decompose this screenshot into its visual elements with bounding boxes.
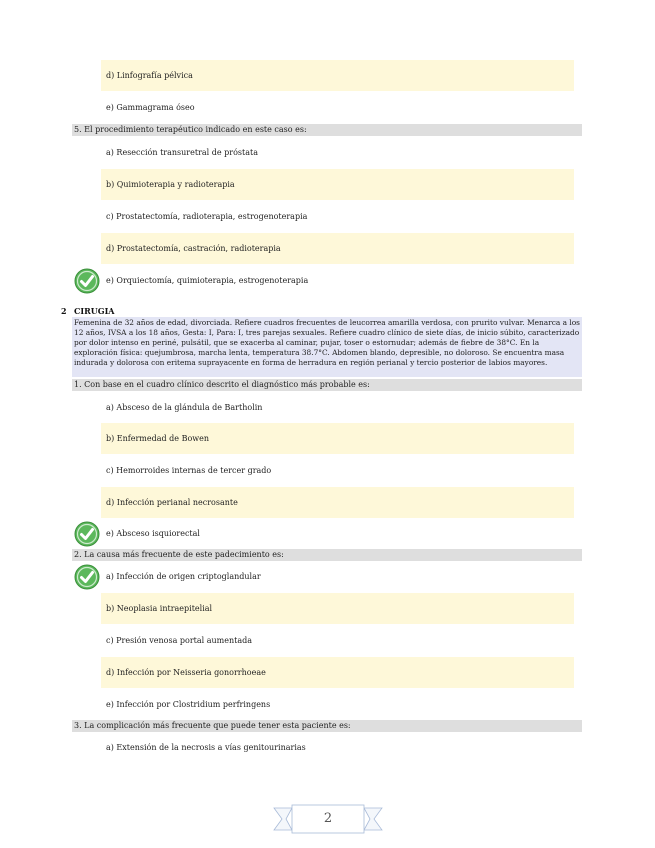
option-text: a) Absceso de la glándula de Bartholin (106, 403, 263, 412)
answer-box[interactable] (72, 92, 101, 123)
answer-box[interactable] (72, 423, 101, 454)
option-text: c) Prostatectomía, radioterapia, estrogenoterapia (106, 212, 308, 221)
option-text: e) Infección por Clostridium perfringens (106, 700, 271, 709)
option-text: a) Resección transuretral de próstata (106, 148, 258, 157)
q2-option-c[interactable] (72, 625, 574, 656)
clinical-case-text: Femenina de 32 años de edad, divorciada. Refiere cuadros frecuentes de leucorrea amarilla verdosa, con prurito vulvar. Menarca a los 12 años, IVSA a los 18 años, Gesta: I, Para: I, tres parejas sexuales. Refiere cuadro clínico de siete días, de inicio súbito, caracterizado por dolor intenso en periné, pulsátil, que se exacerba al caminar, pujar, toser o estornudar; además de fiebre de 38°C. En la exploración física: quejumbrosa, marcha lenta, temperatura 38.7°C. Abdomen blando, depresible, no doloroso. Se encuentra masa indurada y dolorosa con eritema suprayacente en forma de herradura en región perianal y tercio posterior de labios mayores. (72, 317, 582, 377)
answer-box[interactable] (72, 455, 101, 486)
q1-option-a[interactable] (72, 392, 574, 423)
option-text: d) Infección por Neisseria gonorrhoeae (106, 668, 266, 677)
answer-box[interactable] (72, 169, 101, 200)
option-text: e) Gammagrama óseo (106, 103, 195, 112)
q1-option-d[interactable] (72, 487, 574, 518)
option-text: e) Absceso isquiorectal (106, 529, 200, 538)
option-text: d) Infección perianal necrosante (106, 498, 238, 507)
answer-box[interactable] (72, 137, 101, 168)
q5-option-c[interactable] (72, 201, 574, 232)
check-icon (74, 268, 100, 294)
q2-option-e[interactable] (72, 689, 574, 720)
option-text: c) Presión venosa portal aumentada (106, 636, 253, 645)
question-5-header: 5. El procedimiento terapéutico indicado en este caso es: (72, 124, 582, 136)
section-title: CIRUGIA (74, 306, 115, 316)
question-1-header: 1. Con base en el cuadro clínico descrito el diagnóstico más probable es: (72, 379, 582, 391)
question-3-header: 3. La complicación más frecuente que puede tener esta paciente es: (72, 720, 582, 732)
q1-option-c[interactable] (72, 455, 574, 486)
section-number: 2 (61, 306, 67, 316)
option-text: a) Extensión de la necrosis a vías genitourinarias (106, 743, 306, 752)
answer-box[interactable] (72, 233, 101, 264)
option-e[interactable] (72, 92, 574, 123)
option-d[interactable] (72, 60, 574, 91)
answer-box[interactable] (72, 732, 101, 763)
option-text: b) Quimioterapia y radioterapia (106, 180, 235, 189)
q3-option-a[interactable] (72, 732, 574, 763)
answer-box[interactable] (72, 487, 101, 518)
page-footer (272, 804, 384, 834)
q2-option-a[interactable] (72, 561, 574, 592)
q5-option-a[interactable] (72, 137, 574, 168)
answer-box[interactable] (72, 392, 101, 423)
answer-box[interactable] (72, 201, 101, 232)
check-icon (74, 564, 100, 590)
answer-box[interactable] (72, 60, 101, 91)
option-text: a) Infección de origen criptoglandular (106, 572, 261, 581)
option-text: d) Prostatectomía, castración, radioterapia (106, 244, 281, 253)
answer-box[interactable] (72, 657, 101, 688)
check-icon (74, 521, 100, 547)
option-text: e) Orquiectomía, quimioterapia, estrogenoterapia (106, 276, 309, 285)
answer-box[interactable] (72, 689, 101, 720)
option-text: d) Linfografía pélvica (106, 71, 193, 80)
answer-box[interactable] (72, 625, 101, 656)
option-text: c) Hemorroides internas de tercer grado (106, 466, 272, 475)
q2-option-d[interactable] (72, 657, 574, 688)
question-2-header: 2. La causa más frecuente de este padecimiento es: (72, 549, 582, 561)
q5-option-b[interactable] (72, 169, 574, 200)
option-text: b) Enfermedad de Bowen (106, 434, 209, 443)
q2-option-b[interactable] (72, 593, 574, 624)
option-text: b) Neoplasia intraepitelial (106, 604, 213, 613)
q5-option-d[interactable] (72, 233, 574, 264)
q1-option-e[interactable] (72, 518, 574, 549)
answer-box[interactable] (72, 593, 101, 624)
page-number: 2 (323, 811, 333, 826)
q1-option-b[interactable] (72, 423, 574, 454)
q5-option-e[interactable] (72, 265, 574, 296)
